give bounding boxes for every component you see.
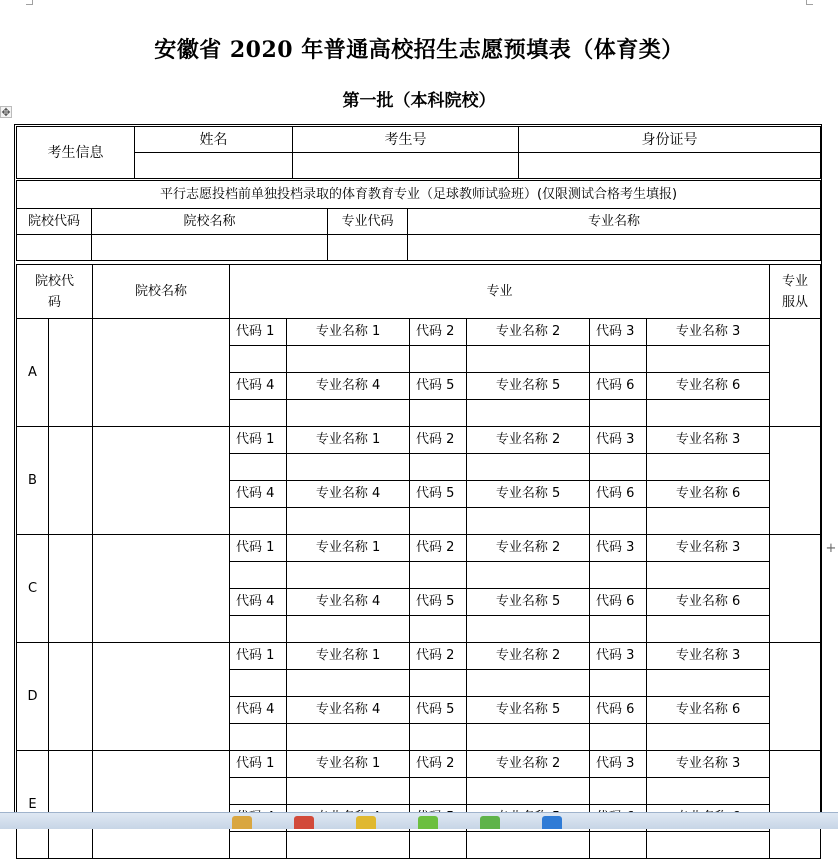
major-code-field[interactable] bbox=[590, 508, 647, 535]
taskbar-app-icon[interactable] bbox=[542, 816, 562, 829]
major-name-field[interactable] bbox=[647, 724, 770, 751]
major-obey-field[interactable] bbox=[770, 535, 821, 643]
major-obey-field[interactable] bbox=[770, 751, 821, 859]
school-code-field[interactable] bbox=[17, 235, 92, 261]
major-name-label: 专业名称 3 bbox=[647, 751, 770, 778]
major-code-field[interactable] bbox=[410, 724, 467, 751]
major-name-field[interactable] bbox=[287, 400, 410, 427]
choice-school-code-field[interactable] bbox=[49, 643, 93, 751]
header-major-obey: 专业服从 bbox=[770, 265, 821, 319]
major-code-label: 代码 3 bbox=[590, 751, 647, 778]
major-code-label: 代码 2 bbox=[410, 319, 467, 346]
major-code-field[interactable] bbox=[230, 454, 287, 481]
taskbar-app-icon[interactable] bbox=[232, 816, 252, 829]
major-code-label: 代码 1 bbox=[230, 643, 287, 670]
major-code-label: 代码 3 bbox=[590, 643, 647, 670]
major-obey-field[interactable] bbox=[770, 643, 821, 751]
taskbar-app-icon[interactable] bbox=[356, 816, 376, 829]
major-code-field[interactable] bbox=[590, 724, 647, 751]
major-code-field[interactable] bbox=[590, 562, 647, 589]
header-school-name: 院校名称 bbox=[93, 265, 230, 319]
major-name-label: 专业名称 1 bbox=[287, 643, 410, 670]
major-code-label: 代码 5 bbox=[410, 373, 467, 400]
major-code-label: 代码 3 bbox=[590, 427, 647, 454]
major-name-label: 专业名称 4 bbox=[287, 373, 410, 400]
major-code-label: 代码 2 bbox=[410, 535, 467, 562]
choices-table bbox=[16, 264, 821, 859]
major-name-field[interactable] bbox=[647, 346, 770, 373]
id-number-label: 身份证号 bbox=[519, 127, 821, 153]
major-code-label: 代码 4 bbox=[230, 481, 287, 508]
major-name-label: 专业名称 4 bbox=[287, 481, 410, 508]
choice-row bbox=[17, 319, 821, 346]
major-name-field[interactable] bbox=[287, 724, 410, 751]
major-name-field[interactable] bbox=[647, 778, 770, 805]
choice-school-code-field[interactable] bbox=[49, 535, 93, 643]
major-name-field[interactable] bbox=[287, 346, 410, 373]
major-name-field[interactable] bbox=[467, 400, 590, 427]
student-info-label: 考生信息 bbox=[17, 127, 135, 179]
choice-school-name-field[interactable] bbox=[93, 751, 230, 859]
major-name-label: 专业名称 2 bbox=[467, 751, 590, 778]
major-code-field[interactable] bbox=[590, 832, 647, 859]
major-name-label: 专业名称 6 bbox=[647, 589, 770, 616]
major-name-field[interactable] bbox=[287, 454, 410, 481]
major-code-field[interactable] bbox=[410, 454, 467, 481]
special-admission-notice: 平行志愿投档前单独投档录取的体育教育专业（足球教师试验班）(仅限测试合格考生填报) bbox=[17, 181, 821, 209]
major-name-label: 专业名称 2 bbox=[467, 427, 590, 454]
choice-school-code-field[interactable] bbox=[49, 751, 93, 859]
choice-row bbox=[17, 427, 821, 454]
header-school-code: 院校代码 bbox=[17, 265, 93, 319]
choice-row bbox=[17, 535, 821, 562]
page-corner-mark bbox=[806, 0, 813, 5]
exam-number-label: 考生号 bbox=[293, 127, 519, 153]
choice-row bbox=[17, 643, 821, 670]
major-code-label: 代码 6 bbox=[590, 589, 647, 616]
exam-number-field[interactable] bbox=[293, 153, 519, 179]
major-name-label: 专业名称 5 bbox=[467, 697, 590, 724]
major-name-label: 专业名称 1 bbox=[287, 319, 410, 346]
major-code-field[interactable] bbox=[590, 400, 647, 427]
student-info-table bbox=[16, 126, 821, 179]
major-name-field[interactable] bbox=[647, 616, 770, 643]
major-name-field[interactable] bbox=[467, 454, 590, 481]
major-name-field[interactable] bbox=[467, 508, 590, 535]
major-name-label: 专业名称 3 bbox=[647, 319, 770, 346]
major-code-field[interactable] bbox=[230, 400, 287, 427]
major-code-label: 代码 6 bbox=[590, 697, 647, 724]
major-name-field[interactable] bbox=[467, 832, 590, 859]
document-subtitle: 第一批（本科院校） bbox=[342, 91, 496, 111]
major-code-field[interactable] bbox=[230, 670, 287, 697]
major-code-label: 代码 3 bbox=[590, 319, 647, 346]
major-code-field[interactable] bbox=[410, 508, 467, 535]
major-name-label: 专业名称 3 bbox=[647, 643, 770, 670]
major-name-field[interactable] bbox=[287, 562, 410, 589]
major-code-label: 代码 4 bbox=[230, 697, 287, 724]
major-name-label: 专业名称 1 bbox=[287, 427, 410, 454]
choice-letter: C bbox=[17, 535, 49, 643]
major-name-field[interactable] bbox=[467, 616, 590, 643]
major-code-label: 代码 2 bbox=[410, 643, 467, 670]
major-name-field[interactable] bbox=[467, 670, 590, 697]
major-name-label: 专业名称 3 bbox=[647, 427, 770, 454]
major-name-label: 专业名称 1 bbox=[287, 751, 410, 778]
major-code-field[interactable] bbox=[410, 670, 467, 697]
major-name-field[interactable] bbox=[287, 670, 410, 697]
major-code-field[interactable] bbox=[590, 454, 647, 481]
major-code-label: 代码 5 bbox=[410, 697, 467, 724]
major-name-field[interactable] bbox=[287, 778, 410, 805]
major-name-field[interactable] bbox=[467, 778, 590, 805]
major-name-field[interactable] bbox=[287, 616, 410, 643]
major-name-label: 专业名称 6 bbox=[647, 481, 770, 508]
major-name-field[interactable] bbox=[647, 562, 770, 589]
major-name-label: 专业名称 6 bbox=[647, 373, 770, 400]
major-code-label: 代码 1 bbox=[230, 535, 287, 562]
major-code-field[interactable] bbox=[410, 616, 467, 643]
page-corner-mark bbox=[26, 0, 33, 5]
major-name-label: 专业名称 4 bbox=[287, 589, 410, 616]
major-code-field[interactable] bbox=[410, 832, 467, 859]
major-name-label: 专业名称 5 bbox=[467, 481, 590, 508]
special-admission-table bbox=[16, 180, 821, 261]
choice-row bbox=[17, 751, 821, 778]
major-name-label: 专业名称 3 bbox=[647, 535, 770, 562]
major-code-field[interactable] bbox=[230, 508, 287, 535]
header-major: 专业 bbox=[230, 265, 770, 319]
major-name-label: 专业名称 2 bbox=[467, 535, 590, 562]
choice-school-name-field[interactable] bbox=[93, 319, 230, 427]
id-number-field[interactable] bbox=[519, 153, 821, 179]
major-code-label: 代码 4 bbox=[230, 589, 287, 616]
major-code-label: 代码 1 bbox=[230, 427, 287, 454]
major-name-field[interactable] bbox=[467, 346, 590, 373]
document-title: 安徽省 2020 年普通高校招生志愿预填表（体育类） bbox=[154, 37, 684, 63]
major-code-field[interactable] bbox=[230, 724, 287, 751]
major-name-field[interactable] bbox=[408, 235, 821, 261]
choice-letter: A bbox=[17, 319, 49, 427]
choice-school-code-field[interactable] bbox=[49, 427, 93, 535]
school-name-field[interactable] bbox=[92, 235, 328, 261]
major-code-field[interactable] bbox=[230, 778, 287, 805]
major-code-label: 专业代码 bbox=[328, 209, 408, 235]
major-code-label: 代码 6 bbox=[590, 373, 647, 400]
major-name-field[interactable] bbox=[647, 400, 770, 427]
major-code-field[interactable] bbox=[590, 616, 647, 643]
major-name-label: 专业名称 2 bbox=[467, 319, 590, 346]
major-code-label: 代码 2 bbox=[410, 751, 467, 778]
major-code-field[interactable] bbox=[410, 778, 467, 805]
major-code-label: 代码 6 bbox=[590, 481, 647, 508]
major-name-label: 专业名称 bbox=[408, 209, 821, 235]
choice-school-name-field[interactable] bbox=[93, 535, 230, 643]
major-code-field[interactable] bbox=[590, 778, 647, 805]
major-code-label: 代码 3 bbox=[590, 535, 647, 562]
major-code-field[interactable] bbox=[410, 562, 467, 589]
major-code-label: 代码 4 bbox=[230, 373, 287, 400]
taskbar-app-icon[interactable] bbox=[294, 816, 314, 829]
major-name-field[interactable] bbox=[647, 454, 770, 481]
name-field[interactable] bbox=[135, 153, 293, 179]
major-code-label: 代码 5 bbox=[410, 589, 467, 616]
major-code-field[interactable] bbox=[230, 832, 287, 859]
major-obey-field[interactable] bbox=[770, 319, 821, 427]
add-row-icon[interactable]: + bbox=[825, 541, 837, 556]
major-name-label: 专业名称 6 bbox=[647, 697, 770, 724]
major-code-field[interactable] bbox=[410, 400, 467, 427]
major-code-label: 代码 1 bbox=[230, 319, 287, 346]
table-move-handle-icon[interactable]: ✥ bbox=[1, 106, 11, 119]
choice-school-name-field[interactable] bbox=[93, 427, 230, 535]
major-name-label: 专业名称 2 bbox=[467, 643, 590, 670]
major-name-field[interactable] bbox=[287, 832, 410, 859]
major-name-field[interactable] bbox=[647, 670, 770, 697]
school-code-label: 院校代码 bbox=[17, 209, 92, 235]
major-code-label: 代码 2 bbox=[410, 427, 467, 454]
major-code-field[interactable] bbox=[410, 346, 467, 373]
major-name-field[interactable] bbox=[647, 832, 770, 859]
choice-letter: B bbox=[17, 427, 49, 535]
major-name-field[interactable] bbox=[467, 562, 590, 589]
major-name-label: 专业名称 5 bbox=[467, 373, 590, 400]
major-code-label: 代码 1 bbox=[230, 751, 287, 778]
major-code-field[interactable] bbox=[590, 346, 647, 373]
choice-letter: D bbox=[17, 643, 49, 751]
major-obey-field[interactable] bbox=[770, 427, 821, 535]
school-name-label: 院校名称 bbox=[92, 209, 328, 235]
major-code-field[interactable] bbox=[328, 235, 408, 261]
major-code-field[interactable] bbox=[590, 670, 647, 697]
major-name-field[interactable] bbox=[647, 508, 770, 535]
major-code-field[interactable] bbox=[230, 562, 287, 589]
name-label: 姓名 bbox=[135, 127, 293, 153]
major-name-field[interactable] bbox=[467, 724, 590, 751]
major-code-label: 代码 5 bbox=[410, 481, 467, 508]
major-name-label: 专业名称 4 bbox=[287, 697, 410, 724]
major-code-field[interactable] bbox=[230, 616, 287, 643]
taskbar bbox=[0, 812, 838, 829]
major-name-label: 专业名称 5 bbox=[467, 589, 590, 616]
major-name-field[interactable] bbox=[287, 508, 410, 535]
taskbar-app-icon[interactable] bbox=[418, 816, 438, 829]
choice-letter: E bbox=[17, 751, 49, 859]
major-code-field[interactable] bbox=[230, 346, 287, 373]
choice-school-name-field[interactable] bbox=[93, 643, 230, 751]
taskbar-app-icon[interactable] bbox=[480, 816, 500, 829]
major-name-label: 专业名称 1 bbox=[287, 535, 410, 562]
choice-school-code-field[interactable] bbox=[49, 319, 93, 427]
